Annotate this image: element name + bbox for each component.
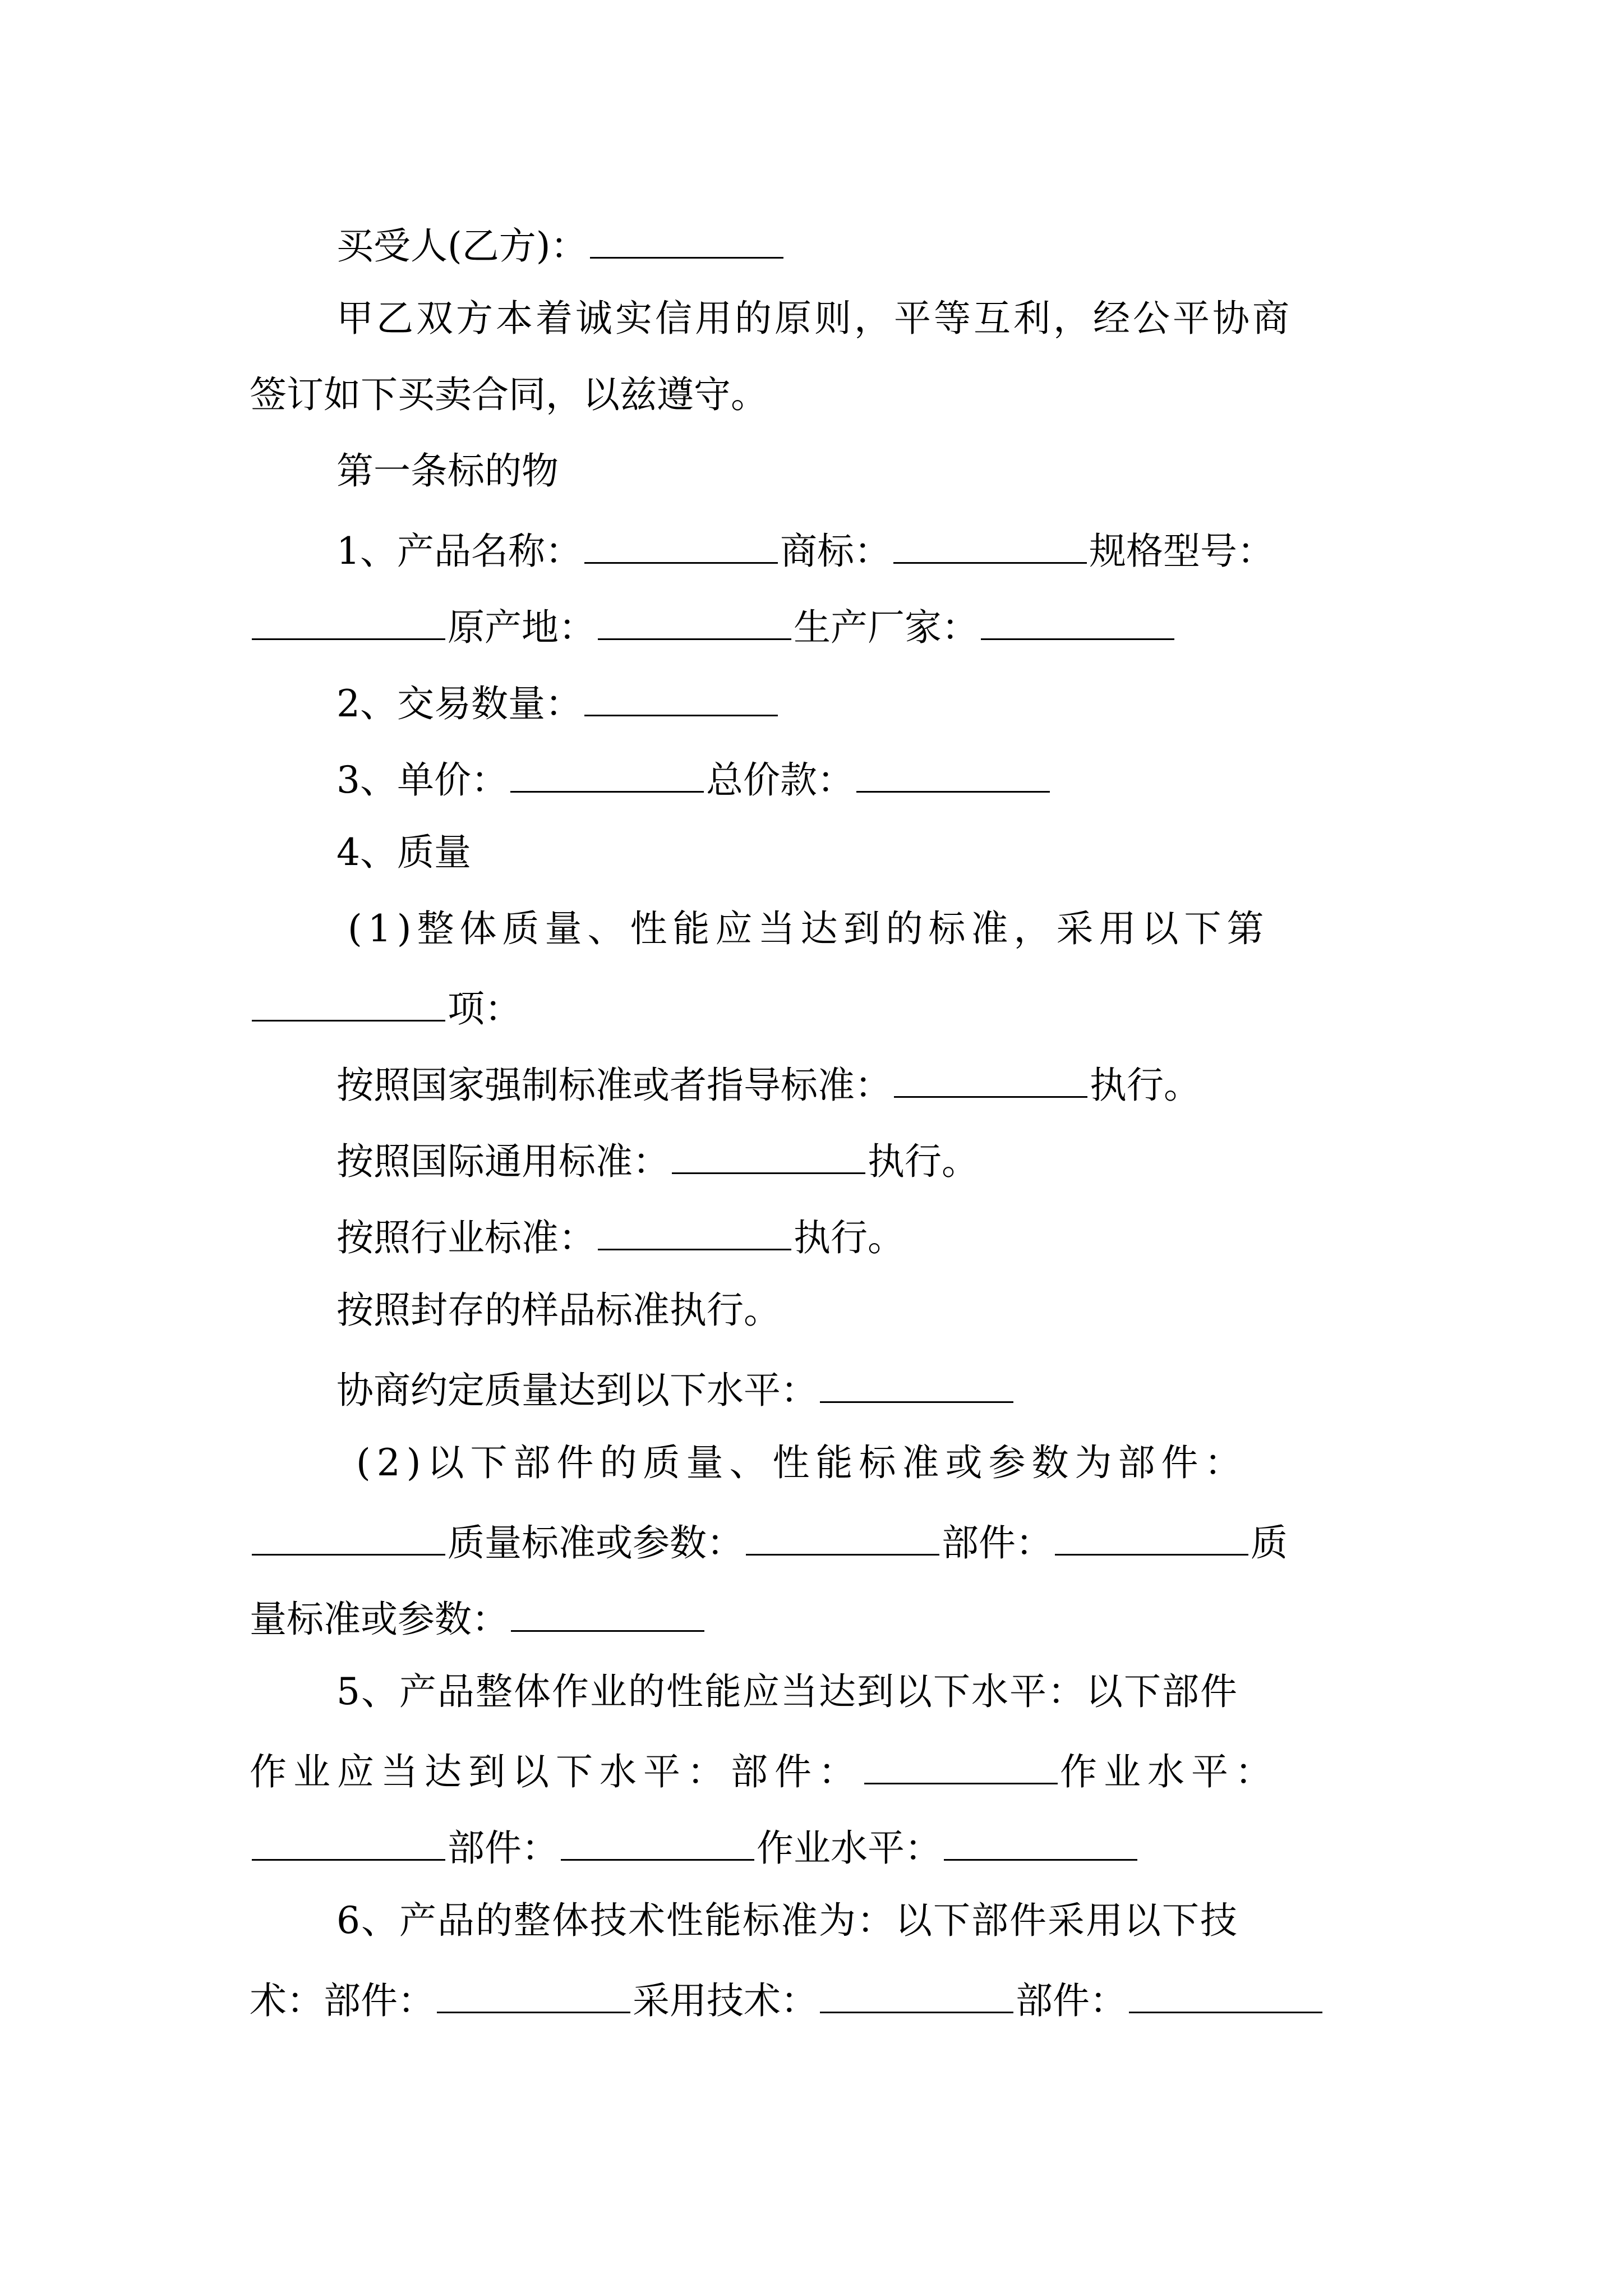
blank-quality-param-1[interactable] [746,1517,939,1556]
blank-model[interactable] [252,601,445,640]
blank-part-5[interactable] [437,1975,630,2013]
blank-part-1[interactable] [252,1517,445,1556]
doc-line-quality: 4、质量 [336,831,471,874]
doc-line-performance-1: 5、产品整体作业的性能应当达到以下水平：以下部件 [336,1670,1238,1713]
blank-part-2[interactable] [1055,1517,1248,1556]
blank-international-standard[interactable] [672,1135,865,1174]
blank-part-3[interactable] [864,1746,1058,1784]
doc-line-quality-1: (1)整体质量、性能应当达到的标准，采用以下第 [348,907,1270,950]
doc-line-performance-3: 部件： 作业水平： [250,1822,1140,1867]
blank-technology[interactable] [820,1975,1013,2013]
doc-line-technology-1: 6、产品的整体技术性能标准为：以下部件采用以下技 [336,1899,1238,1942]
blank-industry-standard[interactable] [598,1212,791,1250]
blank-origin[interactable] [598,601,791,640]
doc-line-national-standard: 按照国家强制标准或者指导标准： 执行。 [336,1059,1201,1104]
doc-line-agreed-quality: 协商约定质量达到以下水平： [336,1364,1016,1409]
doc-line-sample-standard: 按照封存的样品标准执行。 [336,1289,781,1332]
blank-national-standard[interactable] [894,1059,1087,1098]
doc-line-product: 1、产品名称： 商标： 规格型号： [336,525,1274,570]
blank-quantity[interactable] [584,678,778,716]
blank-manufacturer[interactable] [981,601,1174,640]
blank-trademark[interactable] [893,525,1087,564]
doc-line-international-standard: 按照国际通用标准： 执行。 [336,1135,979,1180]
doc-line-quality-2: (2)以下部件的质量、性能标准或参数为部件： [356,1441,1248,1484]
blank-total-price[interactable] [856,754,1050,793]
doc-line-preamble-2: 签订如下买卖合同，以兹遵守。 [250,373,768,416]
doc-line-origin: 原产地： 生产厂家： [250,601,1177,646]
doc-line-preamble-1: 甲乙双方本着诚实信用的原则，平等互利，经公平协商 [336,297,1292,340]
blank-part-6[interactable] [1129,1975,1322,2013]
doc-line-parts-1: 质量标准或参数： 部件： 质 [250,1517,1288,1562]
blank-work-level-1[interactable] [252,1822,445,1861]
doc-line-buyer: 买受人(乙方)： [336,220,786,265]
doc-line-item: 项： [250,983,522,1028]
doc-heading-article-1: 第一条标的物 [336,449,559,493]
doc-line-technology-2: 术：部件： 采用技术： 部件： [250,1975,1325,2019]
blank-agreed-quality[interactable] [820,1364,1013,1403]
doc-line-parts-2: 量标准或参数： [250,1593,707,1638]
doc-line-price: 3、单价： 总价款： [336,754,1052,799]
doc-line-industry-standard: 按照行业标准： 执行。 [336,1212,905,1257]
doc-line-performance-2: 作业应当达到以下水平：部件： 作业水平： [250,1746,1279,1791]
doc-line-quantity: 2、交易数量： [336,678,780,723]
blank-unit-price[interactable] [510,754,704,793]
blank-item-number[interactable] [252,983,445,1022]
blank-product-name[interactable] [584,525,778,564]
blank-part-4[interactable] [561,1822,754,1861]
blank-quality-param-2[interactable] [511,1593,704,1632]
blank-buyer[interactable] [590,220,783,259]
blank-work-level-2[interactable] [944,1822,1137,1861]
